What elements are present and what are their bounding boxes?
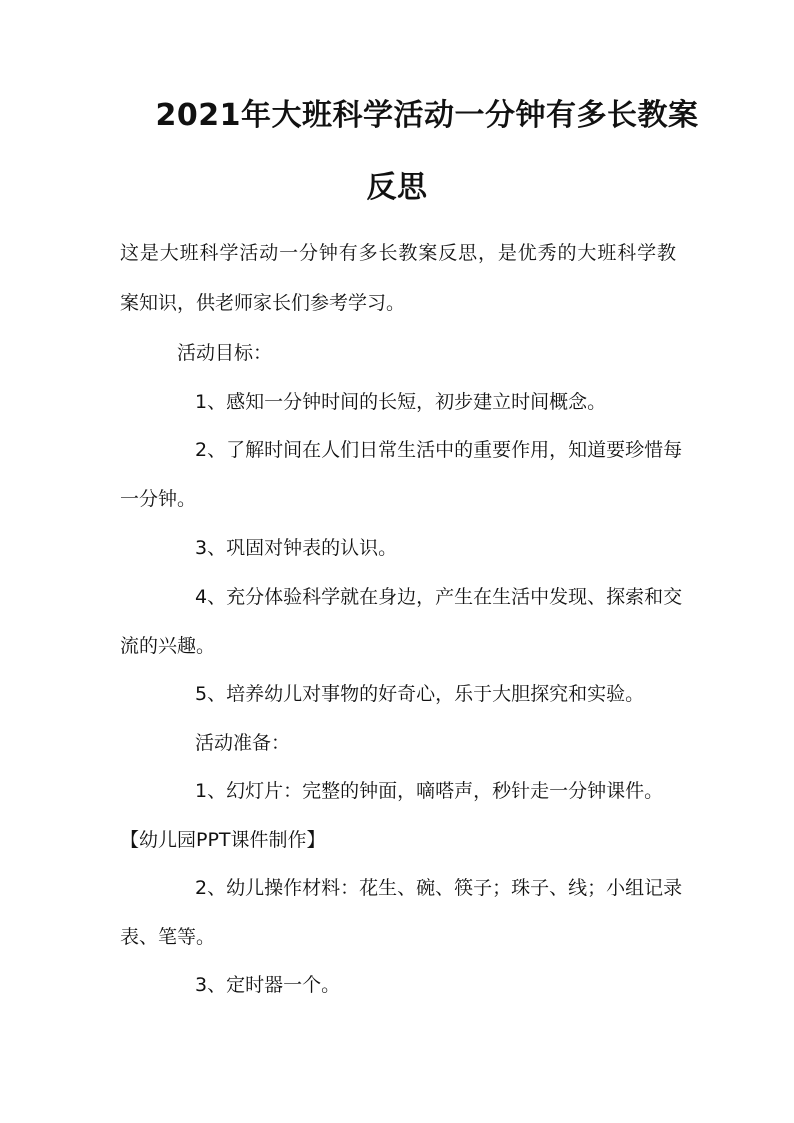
intro-paragraph-line2: 案知识，供老师家长们参考学习。 [120,292,406,314]
goal-item-5: 5、培养幼儿对事物的好奇心，乐于大胆探究和实验。 [195,683,645,705]
prep-item-3: 3、定时器一个。 [195,974,341,996]
prep-item-2-line2: 表、笔等。 [120,926,216,948]
goal-item-4-line2: 流的兴趣。 [120,635,216,657]
intro-paragraph-line1: 这是大班科学活动一分钟有多长教案反思，是优秀的大班科学教 [120,242,676,264]
prep-item-1-line2: 【幼儿园PPT课件制作】 [120,829,326,851]
document-title-line1: 2021年大班科学活动一分钟有多长教案 [155,98,699,133]
goal-item-2-line1: 2、了解时间在人们日常生活中的重要作用，知道要珍惜每 [195,439,683,461]
goal-item-3: 3、巩固对钟表的认识。 [195,537,398,559]
goal-item-4-line1: 4、充分体验科学就在身边，产生在生活中发现、探索和交 [195,586,683,608]
prep-item-2-line1: 2、幼儿操作材料：花生、碗、筷子；珠子、线；小组记录 [195,877,683,899]
goals-heading: 活动目标： [177,342,273,364]
document-title-line2: 反思 [366,170,428,205]
prep-heading: 活动准备： [195,732,291,754]
goal-item-2-line2: 一分钟。 [120,488,197,510]
prep-item-1-line1: 1、幻灯片：完整的钟面，嘀嗒声，秒针走一分钟课件。 [195,780,664,802]
goal-item-1: 1、感知一分钟时间的长短，初步建立时间概念。 [195,391,607,413]
